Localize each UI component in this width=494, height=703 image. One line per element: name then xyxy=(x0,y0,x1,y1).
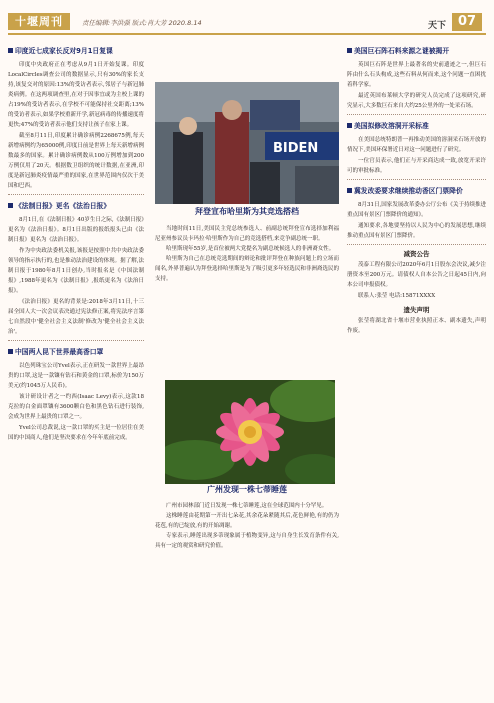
news-photo-lotus xyxy=(165,380,335,484)
article-paragraph: 以色列珠宝公司Yvel表示,正在研发一款世界上最昂贵的口罩,这是一款镶有钻石和黄金的口罩,标价为150万美元(约1045万人民币)。 xyxy=(8,363,144,389)
page-number: 07 xyxy=(452,13,482,31)
bullet-square-icon xyxy=(347,123,352,128)
notice-paragraph: 张莹将湖北省十堰市营业执照正本、副本遗失,声明作废。 xyxy=(347,318,486,334)
article-paragraph: 广州市园林部门近日发现一株七蒂睡莲,这在全球范围内十分罕见。 xyxy=(166,503,328,509)
article-paragraph: 当地时间11日,美国民主党总统参选人、前副总统拜登宣布选择加利福尼亚州参议员卡玛拉·哈里斯作为自己的竞选搭档,来竞争副总统一职。 xyxy=(155,226,339,242)
bullet-square-icon xyxy=(347,48,352,53)
article-headline: 印度近七成家长反对9月1日复课 xyxy=(8,45,144,57)
article-paragraph: 作为中央政法委机关报,该报是按照中共中央政法委领导的指示执行的,也是推动法治建设的体现。据了解,法制日报于1980年8月1日创办,当时报名是《中国法制报》,1988年更名为《法制日报》,报纸更名为《法治日报》。 xyxy=(8,248,144,294)
divider xyxy=(8,194,144,195)
article-paragraph: 在美国总统特朗普一再推动美国的溶洞采石场开放的情况下,美国环保署近日对这一问题进行了研究。 xyxy=(347,137,486,153)
article-body-center-top xyxy=(155,224,339,284)
article-paragraph: 一位官员表示,他们正与开采商达成一致,放宽开采许可的审批标准。 xyxy=(347,158,486,174)
notice-paragraph: 茂泰工程有限公司2020年6月1日股东会决议,减少注册资本至200万元。请债权人自本公告之日起45日内,向本公司申报债权。 xyxy=(347,262,486,288)
bullet-square-icon xyxy=(8,48,13,53)
rally-photo-illustration xyxy=(155,82,339,204)
article-paragraph: 英国巨石阵是世界上最著名的史前遗迹之一,但巨石阵由什么石头构成,这些石料从何而来,这个问题一直困扰着科学家。 xyxy=(347,62,486,88)
divider xyxy=(347,244,486,245)
article-headline: 美国巨石阵石料来源之谜被揭开 xyxy=(347,45,486,57)
divider xyxy=(347,179,486,180)
article-paragraph: 截至8月11日,印度累计确诊病例2268675例,每天新增病例约为65000例,印度日前是世界上每天新增病例数最多的国家。累计确诊病例数从100万例增加到200万例仅用了20天。根据数卫组织的统计数据,在亚洲,印度是新冠肺炎疫情最严重的国家,在世界范围内仅次于美国和巴西。 xyxy=(8,133,144,189)
article-paragraph: 专家表示,睡莲出现多蒂现象属于植物变异,这与自身生长发育条件有关,具有一定的观赏和研究价值。 xyxy=(155,533,339,549)
bullet-square-icon xyxy=(347,188,352,193)
divider xyxy=(347,114,486,115)
masthead-logo: 十堰周刊 xyxy=(8,13,70,30)
page-header xyxy=(0,0,494,40)
editor-credit: 责任编辑:李洪强 版式:肖大芳 2020.8.14 xyxy=(82,19,202,27)
notice-heading: 遗失声明 xyxy=(403,306,430,314)
article-paragraph: 该计研设计者之一约西(Isaac Levy)表示,这款18克拉的白金面罩镶有3600颗白色和黑色钻石进行装饰,会成为世界上最贵的口罩之一。 xyxy=(8,394,144,420)
photo-caption-headline: 拜登宣布哈里斯为其竞选搭档 xyxy=(195,207,299,216)
bullet-square-icon xyxy=(8,349,13,354)
svg-text:BIDEN: BIDEN xyxy=(273,141,319,156)
notice-heading: 减资公告 xyxy=(403,250,430,258)
section-label: 天下 xyxy=(428,21,447,31)
notice-paragraph: 联系人:张莹 电话:15871XXXX xyxy=(358,293,436,299)
article-paragraph: 8月1日,在《法制日报》40岁生日之际,《法制日报》更名为《法治日报》。8月1日出版的报纸报头已由《法制日报》更名为《法治日报》。 xyxy=(8,217,144,243)
article-headline: 中国两人昆下世界最高香口罩 xyxy=(8,346,144,358)
article-paragraph: 8月31日,国家发展改革委办公厅公布《关于持续推进重点国有景区门票降价的通知》。 xyxy=(347,202,486,218)
article-headline: 冀发改委要求继续推动香区门票降价 xyxy=(347,185,486,197)
bullet-square-icon xyxy=(8,203,13,208)
photo-caption-headline: 广州发现一株七蒂睡莲 xyxy=(207,485,287,494)
divider xyxy=(8,340,144,341)
article-headline: 《法制日报》更名《法治日报》 xyxy=(8,200,144,212)
article-paragraph: 《法治日报》更名的背景是:2018年3月11日,十三届全国人大一次会议表决通过宪法修正案,将宪法序言第七自然段中'健全社会主义法制'修改为'健全社会主义法治'。 xyxy=(8,299,144,335)
article-body-center-bottom xyxy=(155,501,339,551)
article-paragraph: 这株睡莲由花期第一开出七朵花,其余花朵紧随其后,花色鲜艳,有的仍为花苞,有的已绽放,有的开始凋谢。 xyxy=(155,513,339,529)
article-paragraph: 哈里斯现年55岁,是首位被两大党提名为副总统候选人的非洲裔女性。 xyxy=(166,246,335,252)
lotus-photo-illustration xyxy=(165,380,335,484)
article-paragraph: 印度中央政府正在考虑从9月1日开始复课。印度LocalCircles调查公司的数据显示,只有30%的家长支持,该复交对的原因:13%的受访者表示,邻居子与新冠肺炎病例。在这两项调查里,在对于因事宜或为主校上课的占19%的受访者表示,在学校不可能保持社交距离;13%的受访者表示,如果学校重新开学,新冠病毒的传播速度将更快;47%的受访者表示他们支持让孩子在家上课。 xyxy=(8,62,144,128)
column-right xyxy=(347,40,486,337)
article-headline: 美国拟修改溶洞开采标准 xyxy=(347,120,486,132)
article-paragraph: 哈里斯为自己在总统竞选期间的辩论和批评拜登在种族问题上的立场而闻名,外界普遍认为拜登选择哈里斯是为了吸引更多年轻选民和非洲裔选民的支持。 xyxy=(155,256,339,282)
header-rule xyxy=(8,33,486,35)
article-paragraph: 最近英国布莱顿大学的研究人员完成了这项研究,研究显示,大多数巨石来自大约25公里外的一处采石场。 xyxy=(347,93,486,109)
news-photo-rally xyxy=(155,82,339,204)
article-paragraph: 通知要求,各地要坚持以人民为中心的发展思想,继续推动重点国有景区门票降价。 xyxy=(347,223,486,239)
article-paragraph: Yvel公司总裁说,这一款口罩的买主是一位居住在美国的中国商人,他们是坚决要求在今年年底前完成。 xyxy=(8,425,144,441)
column-left xyxy=(8,40,144,444)
